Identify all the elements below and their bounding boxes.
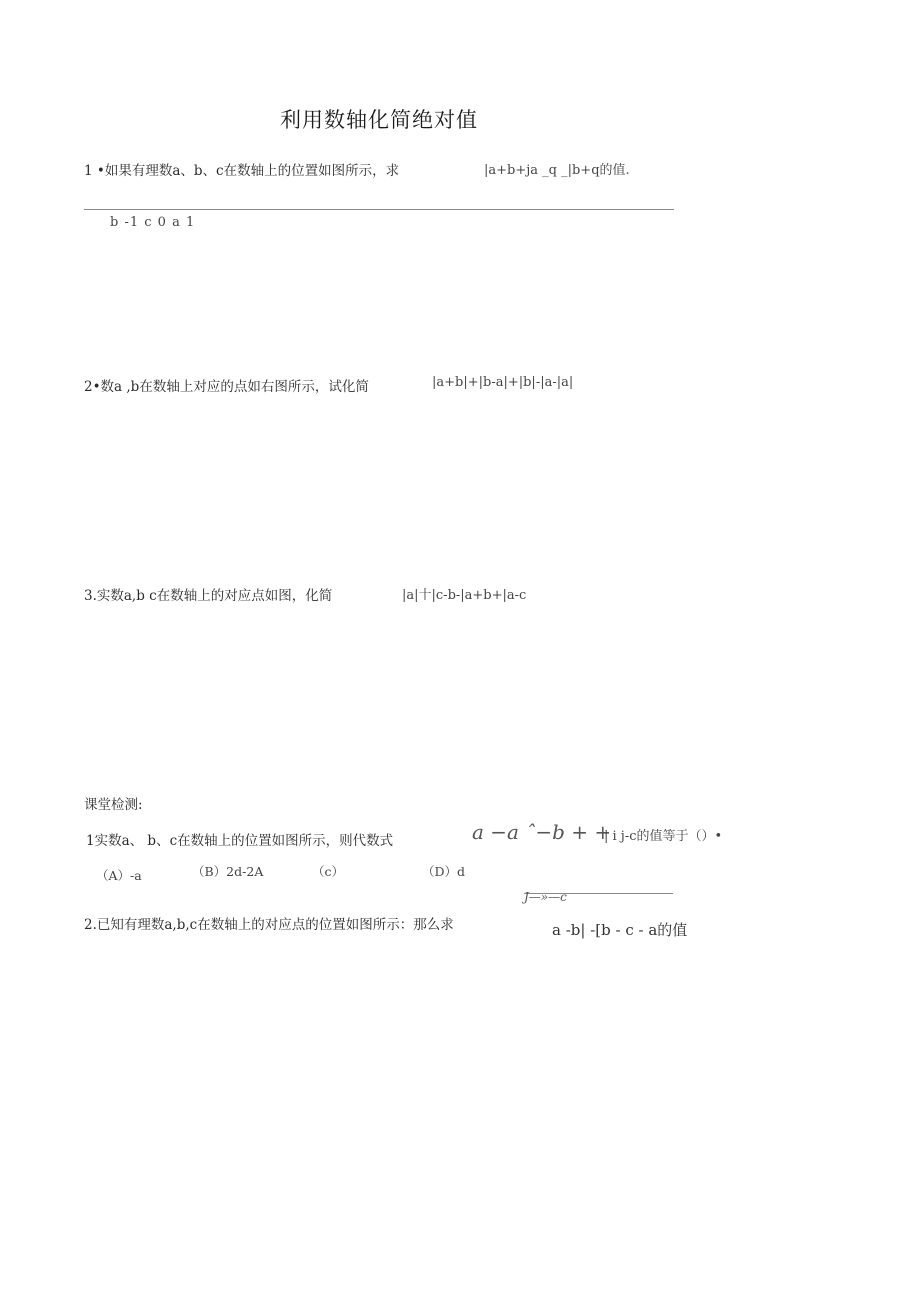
check-question-1-formula: a −a ˆ−b + +: [472, 820, 612, 844]
option-d: （D）d: [422, 864, 466, 879]
question-2-text: 2•数a ,b在数轴上对应的点如右图所示，试化简: [84, 379, 369, 395]
option-c: （c）: [312, 864, 345, 879]
option-b: （B）2d-2A: [192, 864, 264, 879]
question-2-expression: |a+b|+|b-a|+|b|-|a-|a|: [432, 375, 574, 390]
check-question-1-text: 1实数a、 b、c在数轴上的位置如图所示，则代数式: [86, 833, 394, 849]
page-title: 利用数轴化简绝对值: [280, 108, 478, 132]
question-1-text: 1 •如果有理数a、b、c在数轴上的位置如图所示，求: [84, 163, 400, 179]
check-question-2-text: 2.已知有理数a,b,c在数轴上的对应点的位置如图所示：那么求: [84, 917, 454, 933]
number-line-1-labels: b -1 c 0 a 1: [110, 215, 196, 230]
question-3-expression: |a|十|c-b-|a+b+|a-c: [402, 588, 527, 603]
number-line-check-1-labels: J—»—c: [524, 890, 567, 904]
check-question-1-tail: | i j-c的值等于（）•: [604, 829, 723, 844]
question-1-expression: |a+b+ja _q _|b+q的值.: [484, 163, 630, 178]
section-heading-check: 课堂检测:: [84, 797, 143, 813]
number-line-1: [84, 209, 674, 210]
option-a: （A）-a: [96, 868, 142, 883]
check-question-2-expression: a -b| -[b - c - a的值: [552, 921, 688, 939]
question-3-text: 3.实数a,b c在数轴上的对应点如图，化简: [84, 588, 333, 604]
